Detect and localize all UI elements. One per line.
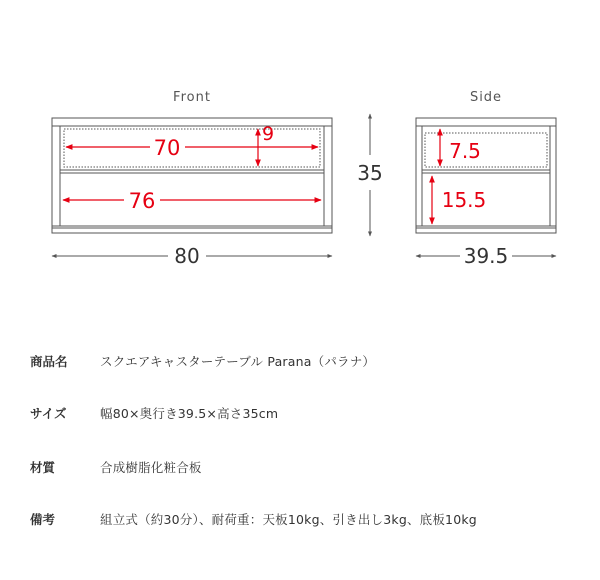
width-value: 80 bbox=[174, 244, 200, 268]
drawer-width-value: 70 bbox=[153, 136, 181, 160]
spec-label-material: 材質 bbox=[30, 460, 56, 475]
side-view-label: Side bbox=[469, 90, 503, 105]
side-lower-value: 15.5 bbox=[441, 188, 487, 212]
depth-value: 39.5 bbox=[463, 244, 509, 268]
side-upper-value: 7.5 bbox=[449, 139, 481, 163]
height-value: 35 bbox=[357, 161, 383, 185]
spec-value-notes: 組立式（約30分）、耐荷重：天板10kg、引き出し3kg、底板10kg bbox=[100, 512, 477, 527]
spec-value-material: 合成樹脂化粧合板 bbox=[100, 460, 202, 475]
spec-value-size: 幅80×奥行き39.5×高さ35cm bbox=[100, 406, 279, 421]
shelf-width-value: 76 bbox=[128, 189, 156, 213]
spec-value-name: スクエアキャスターテーブル Parana（パラナ） bbox=[100, 354, 376, 369]
front-view-label: Front bbox=[173, 90, 211, 105]
spec-label-size: サイズ bbox=[30, 406, 67, 421]
drawer-depth-value: 9 bbox=[261, 123, 275, 145]
spec-label-name: 商品名 bbox=[30, 354, 68, 369]
spec-label-notes: 備考 bbox=[30, 512, 56, 527]
